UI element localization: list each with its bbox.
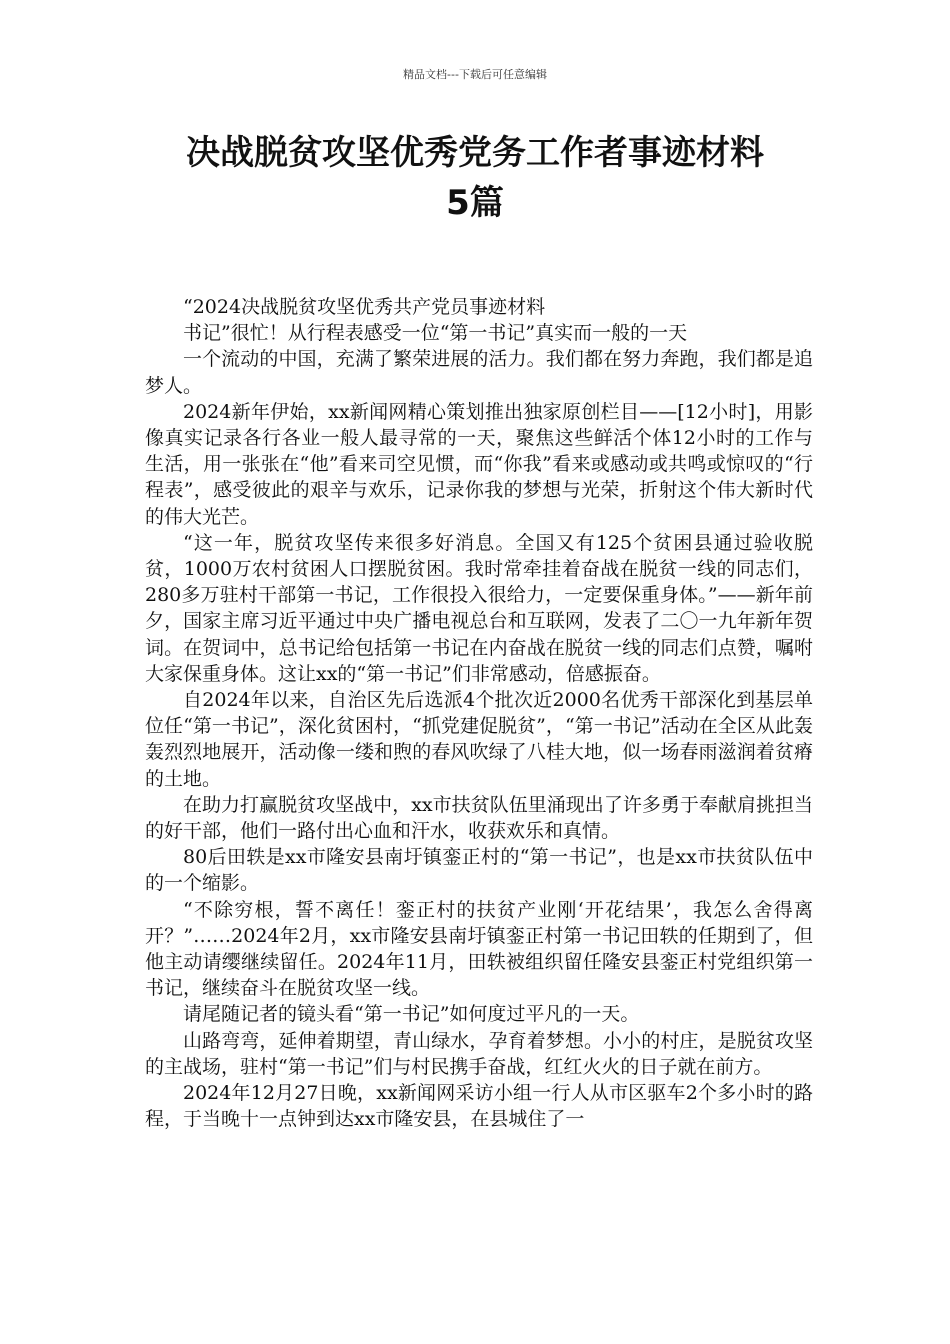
document-body	[145, 294, 813, 1133]
paragraph: 一个流动的中国，充满了繁荣进展的活力。我们都在努力奔跑，我们都是追梦人。	[145, 348, 813, 397]
paragraph: 请尾随记者的镜头看“第一书记”如何度过平凡的一天。	[183, 1003, 640, 1026]
title-line-1: 决战脱贫攻坚优秀党务工作者事迹材料	[186, 133, 764, 173]
document-title	[60, 128, 890, 228]
paragraph: 山路弯弯，延伸着期望，青山绿水，孕育着梦想。小小的村庄，是脱贫攻坚的主战场，驻村“第一书记”们与村民携手奋战，红红火火的日子就在前方。	[145, 1029, 813, 1078]
paragraph: “不除穷根，誓不离任！銮正村的扶贫产业刚‘开花结果’，我怎么舍得离开？”……2024年2月，xx市隆安县南圩镇銮正村第一书记田轶的任期到了，但他主动请缨继续留任。2024年11月，田轶被组织留任隆安县銮正村党组织第一书记，继续奋斗在脱贫攻坚一线。	[145, 898, 813, 1000]
paragraph: “这一年，脱贫攻坚传来很多好消息。全国又有125个贫困县通过验收脱贫，1000万农村贫困人口摆脱贫困。我时常牵挂着奋战在脱贫一线的同志们，280多万驻村干部第一书记，工作很投入很给力，一定要保重身体。”——新年前夕，国家主席习近平通过中央广播电视总台和互联网，发表了二〇一九年新年贺词。在贺词中，总书记给包括第一书记在内奋战在脱贫一线的同志们点赞，嘱咐大家保重身体。这让xx的“第一书记”们非常感动，倍感振奋。	[145, 531, 813, 685]
paragraph: 自2024年以来，自治区先后选派4个批次近2000名优秀干部深化到基层单位任“第一书记”，深化贫困村，“抓党建促脱贫”，“第一书记”活动在全区从此轰轰烈烈地展开，活动像一缕和煦的春风吹绿了八桂大地，似一场春雨滋润着贫瘠的土地。	[145, 689, 813, 790]
paragraph: “2024决战脱贫攻坚优秀共产党员事迹材料	[183, 296, 546, 318]
paragraph: 书记”很忙！从行程表感受一位“第一书记”真实而一般的一天	[183, 322, 688, 345]
paragraph: 2024年12月27日晚，xx新闻网采访小组一行人从市区驱车2个多小时的路程，于当晚十一点钟到达xx市隆安县，在县城住了一	[145, 1082, 813, 1131]
title-line-2: 5篇	[446, 183, 504, 223]
page-header-note: 精品文档---下载后可任意编辑	[403, 68, 547, 81]
paragraph: 80后田轶是xx市隆安县南圩镇銮正村的“第一书记”，也是xx市扶贫队伍中的一个缩影。	[145, 846, 813, 895]
paragraph: 在助力打赢脱贫攻坚战中，xx市扶贫队伍里涌现出了许多勇于奉献肩挑担当的好干部，他们一路付出心血和汗水，收获欢乐和真情。	[145, 793, 813, 843]
paragraph: 2024新年伊始，xx新闻网精心策划推出独家原创栏目——[12小时]，用影像真实记录各行各业一般人最寻常的一天，聚焦这些鲜活个体12小时的工作与生活，用一张张在“他”看来司空见惯，而“你我”看来或感动或共鸣或惊叹的“行程表”，感受彼此的艰辛与欢乐，记录你我的梦想与光荣，折射这个伟大新时代的伟大光芒。	[145, 400, 813, 528]
